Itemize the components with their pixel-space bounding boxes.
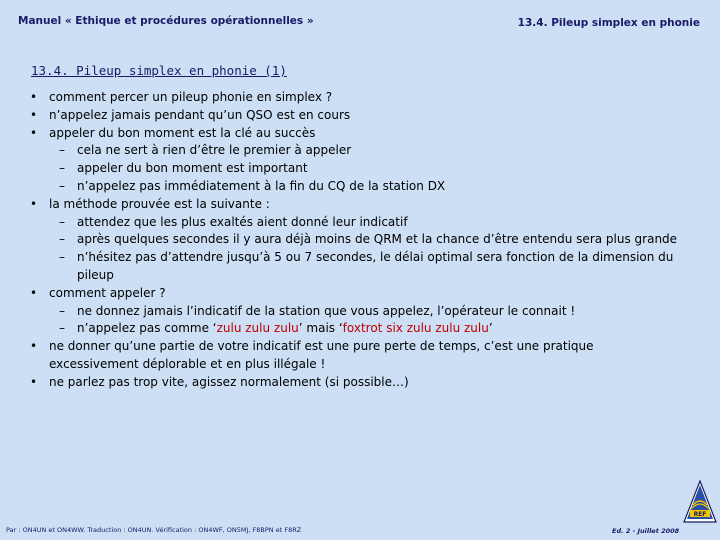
sub-bullet-item: – après quelques secondes il y aura déjà moins de QRM et la chance d’être entendu sera plus grande [30, 231, 680, 249]
sub-bullet-item: – cela ne sert à rien d’être le premier à appeler [30, 142, 680, 160]
bullet-item: • n’appelez jamais pendant qu’un QSO est en cours [30, 107, 680, 125]
ref-logo [683, 480, 717, 526]
slide-title: 13.4. Pileup simplex en phonie (1) [31, 63, 287, 78]
sub-bullet-text: ’ mais ‘ [298, 321, 343, 336]
bullet-item: • ne donner qu’une partie de votre indicatif est une pure perte de temps, c’est une pratique excessivement déplorable et en plus illégale ! [30, 338, 680, 374]
bullet-item: • comment percer un pileup phonie en simplex ? [30, 89, 680, 107]
sub-bullet-item: – n’hésitez pas d’attendre jusqu’à 5 ou 7 secondes, le délai optimal sera fonction de la dimension du pileup [30, 249, 680, 285]
bullet-list [30, 89, 680, 392]
bullet-item: • la méthode prouvée est la suivante : [30, 196, 680, 214]
example-callsign-right: foxtrot six zulu zulu zulu [342, 321, 489, 336]
sub-bullet-item: – attendez que les plus exaltés aient donné leur indicatif [30, 214, 680, 232]
bullet-item: • comment appeler ? [30, 285, 680, 303]
bullet-item: • ne parlez pas trop vite, agissez normalement (si possible…) [30, 374, 680, 392]
footer-edition: Ed. 2 - Juillet 2008 [612, 527, 680, 535]
sub-bullet-item [30, 320, 680, 338]
header-manual-title: Manuel « Ethique et procédures opérationnelles » [18, 15, 314, 27]
sub-bullet-text: ’ [488, 321, 493, 336]
sub-bullet-item: – n’appelez pas immédiatement à la fin du CQ de la station DX [30, 178, 680, 196]
sub-bullet-item: – appeler du bon moment est important [30, 160, 680, 178]
bullet-item: • appeler du bon moment est la clé au succès [30, 125, 680, 143]
footer-credits: Par : ON4UN et ON4WW. Traduction : ON4UN. Vérification : ON4WF, ON5MJ, F8BPN et F8RZ [6, 526, 302, 534]
example-callsign-wrong: zulu zulu zulu [216, 321, 299, 336]
logo-text: REF [693, 511, 707, 518]
sub-bullet-text: n’appelez pas comme ‘ [77, 321, 217, 336]
sub-bullet-item: – ne donnez jamais l’indicatif de la station que vous appelez, l’opérateur le connait ! [30, 303, 680, 321]
header-section-title: 13.4. Pileup simplex en phonie [517, 17, 700, 29]
